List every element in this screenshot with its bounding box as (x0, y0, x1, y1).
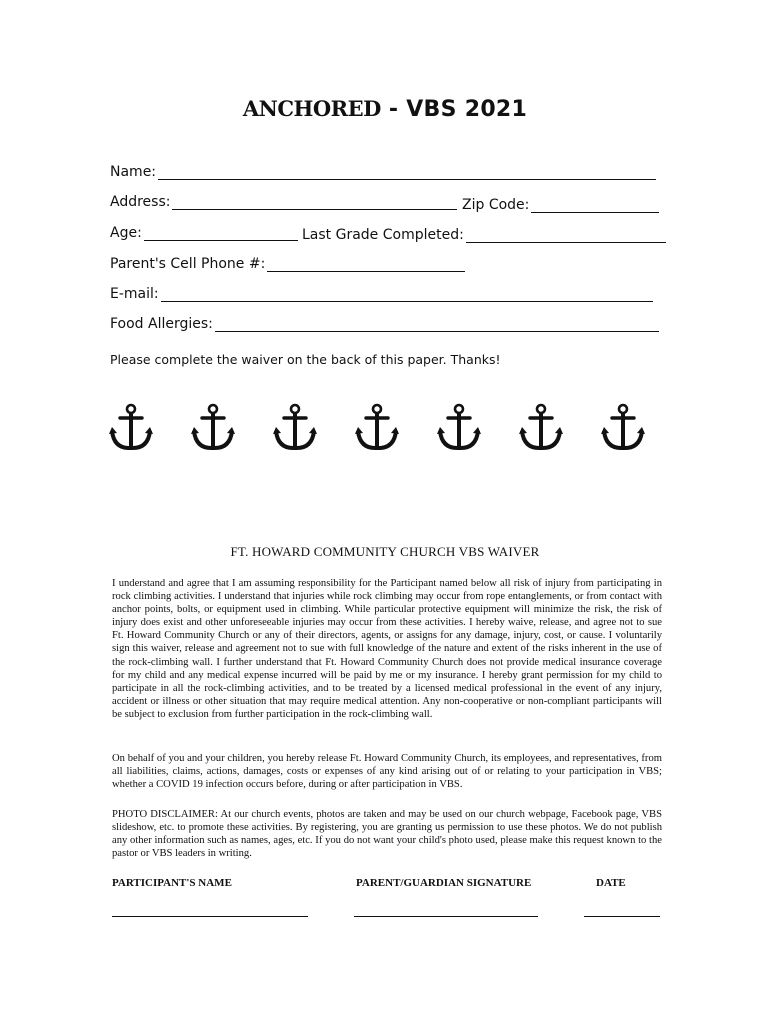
guardian-signature-label: PARENT/GUARDIAN SIGNATURE (356, 877, 532, 889)
last-grade-input-line[interactable] (466, 228, 666, 243)
participant-name-line[interactable] (112, 916, 308, 917)
name-label: Name: (110, 164, 157, 180)
date-line[interactable] (584, 916, 660, 917)
anchor-icon (272, 403, 318, 453)
anchor-icon (190, 403, 236, 453)
name-field[interactable] (110, 160, 656, 180)
address-field[interactable] (110, 190, 457, 210)
address-input-line[interactable] (172, 195, 457, 210)
address-label: Address: (110, 194, 171, 210)
age-input-line[interactable] (144, 226, 298, 241)
parent-phone-input-line[interactable] (267, 257, 465, 272)
zip-field[interactable] (462, 193, 659, 213)
anchor-icon (436, 403, 482, 453)
age-label: Age: (110, 225, 142, 241)
guardian-signature-line[interactable] (354, 916, 538, 917)
waiver-title: FT. HOWARD COMMUNITY CHURCH VBS WAIVER (230, 544, 540, 559)
parent-phone-field[interactable] (110, 252, 465, 272)
waiver-paragraph-release: On behalf of you and your children, you hereby release Ft. Howard Community Church, its employees, and representatives, from all liabilities, claims, actions, damages, costs or expenses of any kind arising out of or relating to your participation in VBS; whether a COVID 19 infection occurs before, during or after participation in VBS. (112, 753, 662, 791)
participant-name-label: PARTICIPANT'S NAME (112, 877, 232, 889)
anchor-icon (600, 403, 646, 453)
name-input-line[interactable] (158, 165, 656, 180)
last-grade-label: Last Grade Completed: (302, 227, 464, 243)
zip-input-line[interactable] (531, 198, 659, 213)
waiver-note: Please complete the waiver on the back of this paper. Thanks! (110, 352, 501, 367)
waiver-paragraph-photo: PHOTO DISCLAIMER: At our church events, photos are taken and may be used on our church webpage, Facebook page, VBS slideshow, etc. to promote these activities. By registering, you are granting us permission to use these photos. We do not publish any other information such as names, ages, etc. If you do not want your child's photo used, please make this request known to the pastor or VBS leaders in writing. (112, 809, 662, 860)
allergies-input-line[interactable] (215, 317, 659, 332)
waiver-paragraph-liability: I understand and agree that I am assuming responsibility for the Participant named below all risk of injury from participating in rock climbing activities. I understand that injuries while rock climbing may occur from rope entanglements, or from contact with anchor points, bolts, or equipment used in climbing. While particular protective equipment will minimize the risk, the risk of injury does exist and other unforeseeable injuries may occur from these activities. I hereby waive, release, and agree not to sue Ft. Howard Community Church or any of their directors, agents, or assigns for any damage, injury, cost, or cause. I voluntarily sign this waiver, release and agreement not to sue with full knowledge of the nature and extent of the risks inherent in the use of the rock-climbing wall. I further understand that Ft. Howard Community Church does not provide medical insurance coverage for my child and any medical expense incurred will be paid by me or my insurance. I hereby grant permission for my child to participate in all the rock-climbing activities, and to be treated by a licensed medical professional in the event of any injury, accident or illness or other situation that may require medical attention. Any non-cooperative or non-compliant participants will be subject to exclusion from further participation in the rock-climbing wall. (112, 578, 662, 720)
email-input-line[interactable] (161, 287, 653, 302)
title-brand: ANCHORED (242, 96, 381, 121)
last-grade-field[interactable] (302, 223, 666, 243)
anchor-icon (108, 403, 154, 453)
title-rest: - VBS 2021 (380, 97, 528, 122)
age-field[interactable] (110, 221, 298, 241)
zip-label: Zip Code: (462, 197, 530, 213)
parent-phone-label: Parent's Cell Phone #: (110, 256, 266, 272)
allergies-field[interactable] (110, 312, 659, 332)
date-label: DATE (596, 877, 626, 889)
page-title (0, 96, 770, 122)
anchor-icon (518, 403, 564, 453)
anchor-icon (354, 403, 400, 453)
email-label: E-mail: (110, 286, 159, 302)
email-field[interactable] (110, 282, 653, 302)
allergies-label: Food Allergies: (110, 316, 213, 332)
anchor-row (108, 403, 648, 453)
